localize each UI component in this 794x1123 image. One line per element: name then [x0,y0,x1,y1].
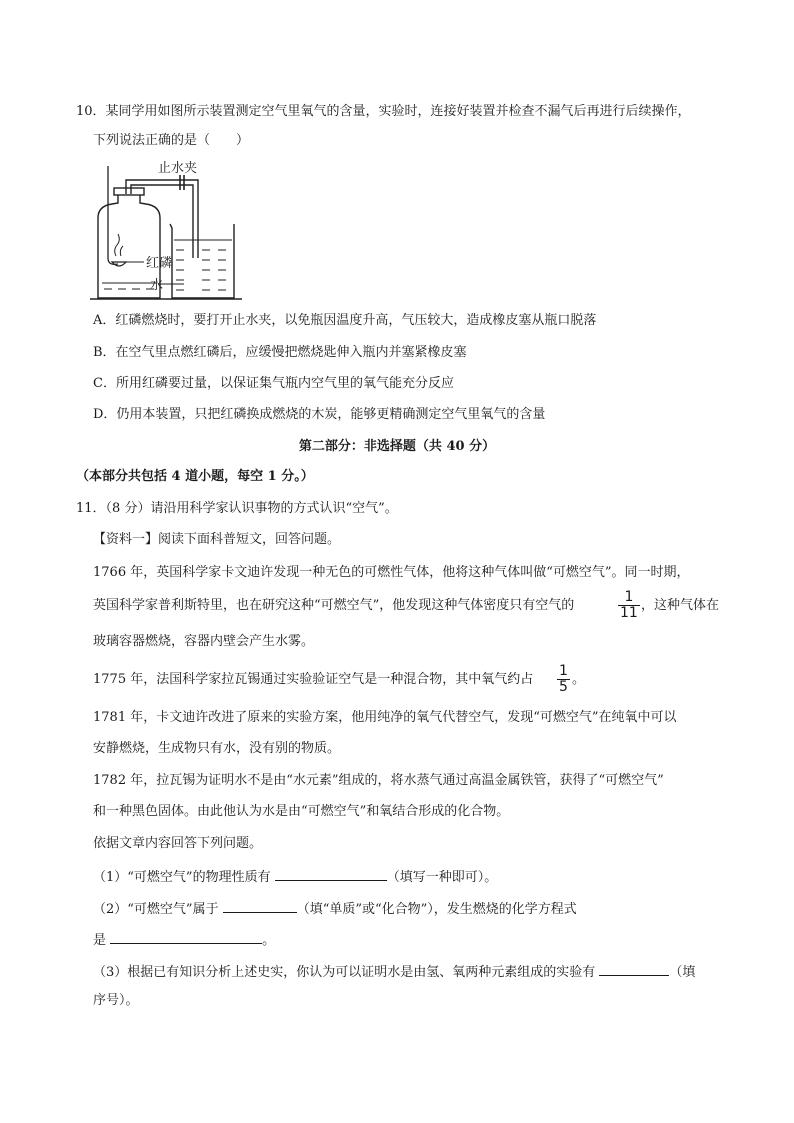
answer-blank-3[interactable] [110,930,262,944]
combustion-spoon [108,166,126,266]
q10-stem-line2: 下列说法正确的是（ ） [93,133,250,148]
beaker-water [174,240,232,290]
sub1-text-b: （填写一种即可）。 [386,870,498,885]
answer-blank-4[interactable] [599,962,669,976]
q11-p4-line1: 1782 年，拉瓦锡为证明水不是由“水元素”组成的，将水蒸气通过高温金属铁管，获得了“可燃空气” [93,773,664,788]
bottle-water [102,283,156,289]
part2-title: 第二部分：非选择题（共 40 分） [298,439,496,454]
water-label: 水 [150,278,164,293]
sub3-text-b: （填 [669,965,696,980]
sub2-text-c: 是 [93,933,111,948]
q11-instruction: 依据文章内容回答下列问题。 [93,836,263,851]
part2-note: （本部分共包括 4 道小题，每空 1 分。） [76,469,314,484]
q11-p2-end: 。 [572,672,586,687]
q11-sub2-line1 [93,899,577,918]
q11-sub1 [93,867,497,886]
fraction-numerator: 1 [559,663,568,679]
fraction-denominator: 11 [620,605,638,621]
sub2-text-b: （填“单质”或“化合物”），发生燃烧的化学方程式 [296,902,577,917]
q11-p1-line2-b: ，这种气体在 [641,598,720,613]
apparatus-diagram [88,158,248,303]
q11-p3-line2: 安静燃烧，生成物只有水，没有别的物质。 [93,741,341,756]
water-clamp [180,175,184,190]
q11-p1-line2-a: 英国科学家普利斯特里，也在研究这种“可燃空气”，他发现这种气体密度只有空气的 [93,598,575,613]
sub2-text-d: 。 [262,933,276,948]
q10-option-b: B．在空气里点燃红磷后，应缓慢把燃烧匙伸入瓶内并塞紧橡皮塞 [93,345,467,360]
fraction-one-fifth [557,664,570,695]
q11-material-heading: 【资料一】阅读下面科普短文，回答问题。 [93,532,341,547]
q11-intro: 11．（8 分）请沿用科学家认识事物的方式认识“空气”。 [76,501,398,516]
q10-option-a: A．红磷燃烧时，要打开止水夹，以免瓶因温度升高，气压较大，造成橡皮塞从瓶口脱落 [93,313,597,328]
q10-stem-line1: 10．某同学用如图所示装置测定空气里氧气的含量，实验时，连接好装置并检查不漏气后再进行后续操作， [76,104,691,119]
sub1-text-a: （1）“可燃空气”的物理性质有 [93,870,275,885]
fraction-numerator: 1 [624,589,634,605]
fraction-one-eleventh [618,590,640,621]
q11-p1-line3: 玻璃容器燃烧，容器内壁会产生水雾。 [93,634,315,649]
q11-p1-line1: 1766 年，英国科学家卡文迪许发现一种无色的可燃性气体，他将这种气体叫做“可燃空气”。同一时期， [93,565,690,580]
q10-option-c: C．所用红磷要过量，以保证集气瓶内空气里的氧气能充分反应 [93,376,454,391]
answer-blank-2[interactable] [223,899,297,913]
q10-option-d: D．仍用本装置，只把红磷换成燃烧的木炭，能够更精确测定空气里氧气的含量 [93,407,546,422]
q11-p3-line1: 1781 年，卡文迪许改进了原来的实验方案，他用纯净的氧气代替空气，发现“可燃空气”在纯氧中可以 [93,710,677,725]
clamp-label: 止水夹 [158,161,198,176]
q11-p2-line1: 1775 年，法国科学家拉瓦锡通过实验验证空气是一种混合物，其中氧气约占 [93,672,534,687]
beaker [170,224,234,298]
q11-sub3-line1 [93,962,695,981]
phosphorus-label: 红磷 [146,256,173,271]
answer-blank-1[interactable] [275,867,387,881]
sub2-text-a: （2）“可燃空气”属于 [93,902,223,917]
q11-sub2-line2 [93,930,275,949]
q11-sub3-line2: 序号）。 [93,993,139,1008]
sub3-text-a: （3）根据已有知识分析上述史实，你认为可以证明水是由氢、氧两种元素组成的实验有 [93,965,600,980]
fraction-denominator: 5 [559,679,568,695]
q11-p4-line2: 和一种黑色固体。由此他认为水是由“可燃空气”和氧结合形成的化合物。 [93,804,510,819]
